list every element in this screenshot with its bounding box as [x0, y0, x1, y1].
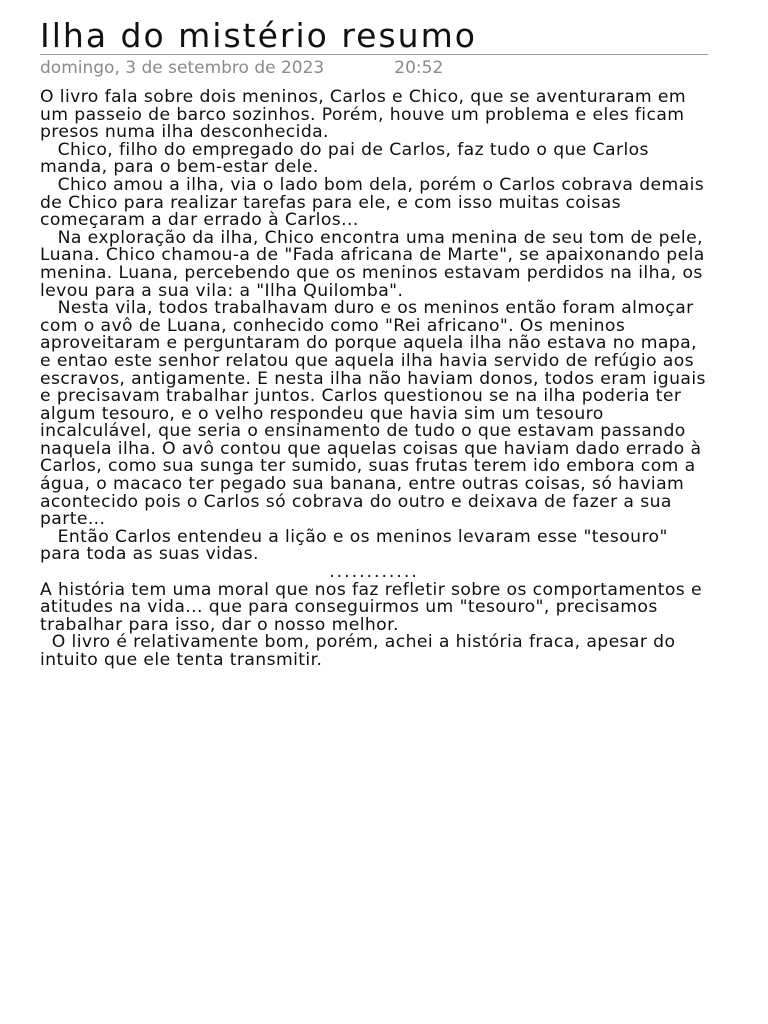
- page-title: Ilha do mistério resumo: [40, 16, 477, 55]
- paragraph: Chico, filho do empregado do pai de Carlos, faz tudo o que Carlos manda, para o bem-estar dele.: [40, 139, 655, 178]
- section-separator: ............: [329, 562, 419, 583]
- document-page: [40, 16, 712, 670]
- post-time: 20:52: [394, 58, 444, 78]
- paragraph: Então Carlos entendeu a lição e os meninos levaram esse "tesouro" para toda as suas vidas.: [40, 526, 674, 565]
- post-date: domingo, 3 de setembro de 2023: [40, 58, 325, 78]
- paragraph: O livro fala sobre dois meninos, Carlos e Chico, que se aventuraram em um passeio de barco sozinhos. Porém, houve um problema e eles ficam presos numa ilha desconhecida.: [40, 87, 692, 143]
- paragraph: Chico amou a ilha, via o lado bom dela, porém o Carlos cobrava demais de Chico para realizar tarefas para ele, e com isso muitas coisas começaram a dar errado à Carlos...: [40, 174, 710, 231]
- paragraph: Nesta vila, todos trabalhavam duro e os meninos então foram almoçar com o avô de Luana, conhecido como "Rei africano". Os meninos aproveitaram e perguntaram do porque aquela ilha não estava no mapa, e entao este senhor relatou que aquela ilha havia servido de refúgio aos escravos, antigamente. E nesta ilha não haviam donos, todos eram iguais e precisavam trabalhar juntos. Carlos questionou se na ilha poderia ter algum tesouro, e o velho respondeu que havia sim um tesouro incalculável, que seria o ensinamento de tudo o que estavam passando naquela ilha. O avô contou que aquelas coisas que haviam dado errado à Carlos, como sua sunga ter sumido, suas frutas terem ido embora com a água, o macaco ter pegado sua banana, entre outras coisas, só haviam acontecido pois o Carlos só cobrava do outro e deixava de fazer a sua parte...: [40, 298, 712, 530]
- closing-paragraph: O livro é relativamente bom, porém, achei a história fraca, apesar do intuito que ele tenta transmitir.: [40, 632, 682, 670]
- closing-paragraph: A história tem uma moral que nos faz refletir sobre os comportamentos e atitudes na vida... que para conseguirmos um "tesouro", precisamos trabalhar para isso, dar o nosso melhor.: [40, 579, 708, 635]
- paragraph: Na exploração da ilha, Chico encontra uma menina de seu tom de pele, Luana. Chico chamou-a de "Fada africana de Marte", se apaixonando pela menina. Luana, percebendo que os meninos estavam perdidos na ilha, os levou para a sua vila: a "Ilha Quilomba".: [40, 227, 711, 301]
- post-meta: [40, 57, 708, 79]
- post-body: [40, 87, 712, 670]
